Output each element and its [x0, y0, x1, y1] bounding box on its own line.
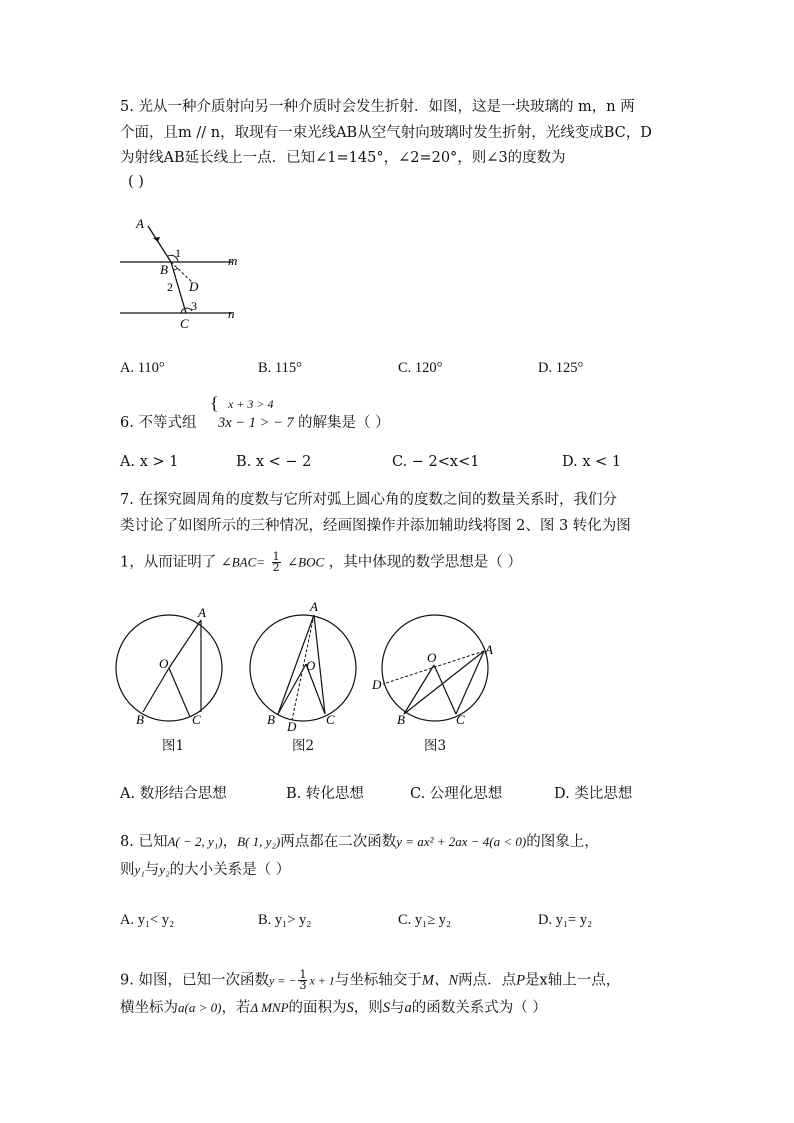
q5-answer-paren: ( ) — [128, 174, 144, 190]
q9-line2 — [120, 998, 547, 1018]
q9-line1-b: 与坐标轴交于 — [334, 972, 422, 989]
q8-line1-a: 8. 已知 — [120, 834, 168, 850]
q9-line1-c: 两点．点 — [458, 972, 517, 989]
q9-mn: M、N — [421, 972, 459, 989]
label-B: B — [160, 262, 168, 277]
q6-ineq1: x + 3 > 4 — [228, 397, 274, 411]
label-D: D — [189, 279, 199, 294]
q7-math-left: ∠BAC= — [220, 554, 266, 570]
fig1-label-B: B — [136, 712, 144, 727]
q5-option-b[interactable]: B. 115° — [258, 360, 302, 376]
ray-ab — [148, 226, 171, 262]
q8-option-d[interactable]: D. y₁= y₂ — [538, 912, 593, 928]
q9-a: a — [404, 1000, 412, 1016]
q6-suffix: 的解集是（ ） — [298, 415, 390, 431]
label-C: C — [180, 316, 189, 331]
q9-line2-d: ，则 — [353, 1000, 383, 1016]
q8-option-a[interactable]: A. y₁< y₂ — [120, 912, 175, 928]
q7-line2: 类讨论了如图所示的三种情况，经画图操作并添加辅助线将图 2、图 3 转化为图 — [120, 518, 631, 534]
fig3-label-C: C — [456, 712, 465, 727]
q7-figure-3 — [372, 600, 504, 735]
q8-line2 — [120, 860, 290, 880]
q7-line3 — [120, 552, 522, 573]
fig3-label-D: D — [372, 677, 382, 692]
q7-line3-a: 1，从而证明了 — [120, 554, 217, 571]
q8-comma: ， — [222, 834, 238, 850]
q9-s: S — [346, 1000, 354, 1016]
q6-ineq2: 3x − 1 > − 7 — [218, 415, 294, 431]
q9-line2-e: 与 — [390, 1000, 405, 1016]
q7-figure-1 — [112, 600, 232, 735]
q9-line2-a: 横坐标为 — [120, 1000, 178, 1016]
fig2-label-A: A — [310, 600, 318, 614]
q8-y2: y₂ — [159, 862, 170, 877]
q8-function: y = ax² + 2ax − 4(a < 0) — [396, 834, 527, 849]
q5-line1: 5. 光从一种介质射向另一种介质时会发生折射．如图，这是一块玻璃的 m，n 两 — [120, 99, 635, 115]
label-A: A — [136, 216, 144, 231]
q5-refraction-figure — [110, 210, 250, 335]
q7-option-a[interactable]: A. 数形结合思想 — [120, 786, 227, 802]
q7-math-right: ∠BOC — [287, 554, 325, 570]
label-1: 1 — [175, 246, 181, 260]
fig3-label-A: A — [485, 642, 493, 657]
q9-s2: S — [382, 1000, 391, 1016]
q8-y1: y₁ — [134, 862, 145, 877]
q8-line2-a: 则 — [120, 862, 135, 878]
q9-frac-num: 1 — [299, 968, 307, 981]
q9-line1 — [120, 970, 620, 991]
fig2-label-D: D — [287, 719, 297, 734]
fig1-label-A: A — [198, 605, 206, 620]
q6-option-c[interactable]: C. − 2<x<1 — [392, 454, 480, 470]
q7-caption-2: 图2 — [292, 738, 315, 754]
q7-option-c[interactable]: C. 公理化思想 — [410, 786, 503, 802]
q8-line1-c: 的图象上， — [526, 834, 599, 850]
label-2: 2 — [167, 280, 173, 294]
q6-option-b[interactable]: B. x < − 2 — [236, 454, 312, 470]
q9-line2-b: ，若 — [221, 1000, 251, 1016]
fig3-label-O: O — [427, 650, 437, 665]
brace-icon: { — [210, 393, 219, 413]
q5-line3: 为射线AB延长线上一点．已知∠1=145°，∠2=20°，则∠3的度数为 — [120, 150, 566, 166]
label-3: 3 — [191, 299, 197, 313]
q7-caption-3: 图3 — [424, 738, 447, 754]
q6-option-d[interactable]: D. x < 1 — [562, 454, 622, 470]
q7-frac-num: 1 — [272, 550, 280, 563]
q9-fraction — [298, 970, 307, 991]
q7-line1: 7. 在探究圆周角的度数与它所对弧上圆心角的度数之间的数量关系时，我们分 — [120, 492, 617, 508]
q9-line2-c: 的面积为 — [288, 1000, 347, 1016]
q6-prefix: 6. 不等式组 — [120, 415, 197, 431]
q9-line1-d: 是x轴上一点， — [525, 972, 621, 989]
q5-line2: 个面，且m // n，取现有一束光线AB从空气射向玻璃时发生折射，光线变成BC，D — [120, 125, 652, 141]
q6-option-a[interactable]: A. x > 1 — [120, 454, 179, 470]
q7-fraction — [272, 552, 281, 573]
q8-line2-c: 的大小关系是（ ） — [169, 862, 291, 878]
q9-triangle: Δ MNP — [250, 1000, 289, 1015]
q8-option-b[interactable]: B. y₁> y₂ — [258, 912, 312, 928]
q5-option-a[interactable]: A. 110° — [120, 360, 165, 376]
q7-frac-den: 2 — [272, 561, 280, 574]
q9-a-expr: a(a > 0) — [178, 1000, 222, 1015]
label-m: m — [228, 253, 238, 268]
angle-2-arc — [174, 268, 178, 270]
q7-caption-1: 图1 — [162, 738, 185, 754]
fig3-label-B: B — [397, 712, 405, 727]
q9-func-right: x + 1 — [309, 973, 335, 988]
q5-option-c[interactable]: C. 120° — [398, 360, 443, 376]
fig1-label-O: O — [159, 656, 169, 671]
q9-line2-f: 的函数关系式为（ ） — [411, 1000, 547, 1016]
q5-option-d[interactable]: D. 125° — [538, 360, 584, 376]
q9-line1-a: 9. 如图，已知一次函数 — [120, 972, 269, 989]
q8-line1 — [120, 832, 599, 852]
fig1-label-C: C — [192, 712, 201, 727]
fig2-label-O: O — [306, 658, 316, 673]
q8-option-c[interactable]: C. y₁≥ y₂ — [398, 912, 452, 928]
label-n: n — [228, 306, 235, 321]
q8-point-b: B( 1, y₂) — [237, 834, 281, 849]
arrow-head-icon — [153, 237, 160, 242]
fig2-label-B: B — [267, 712, 275, 727]
q7-figure-2 — [244, 600, 364, 735]
q7-line3-b: ，其中体现的数学思想是（ ） — [328, 554, 522, 571]
q9-func-left: y = − — [268, 973, 297, 988]
q8-line2-b: 与 — [144, 862, 160, 878]
q7-option-b[interactable]: B. 转化思想 — [286, 786, 364, 802]
q8-line1-b: 两点都在二次函数 — [280, 834, 397, 850]
q7-option-d[interactable]: D. 类比思想 — [554, 786, 633, 802]
q9-frac-den: 3 — [299, 979, 307, 992]
q9-p: P — [516, 972, 526, 989]
fig2-label-C: C — [326, 712, 335, 727]
q8-point-a: A( − 2, y₁) — [167, 834, 223, 849]
